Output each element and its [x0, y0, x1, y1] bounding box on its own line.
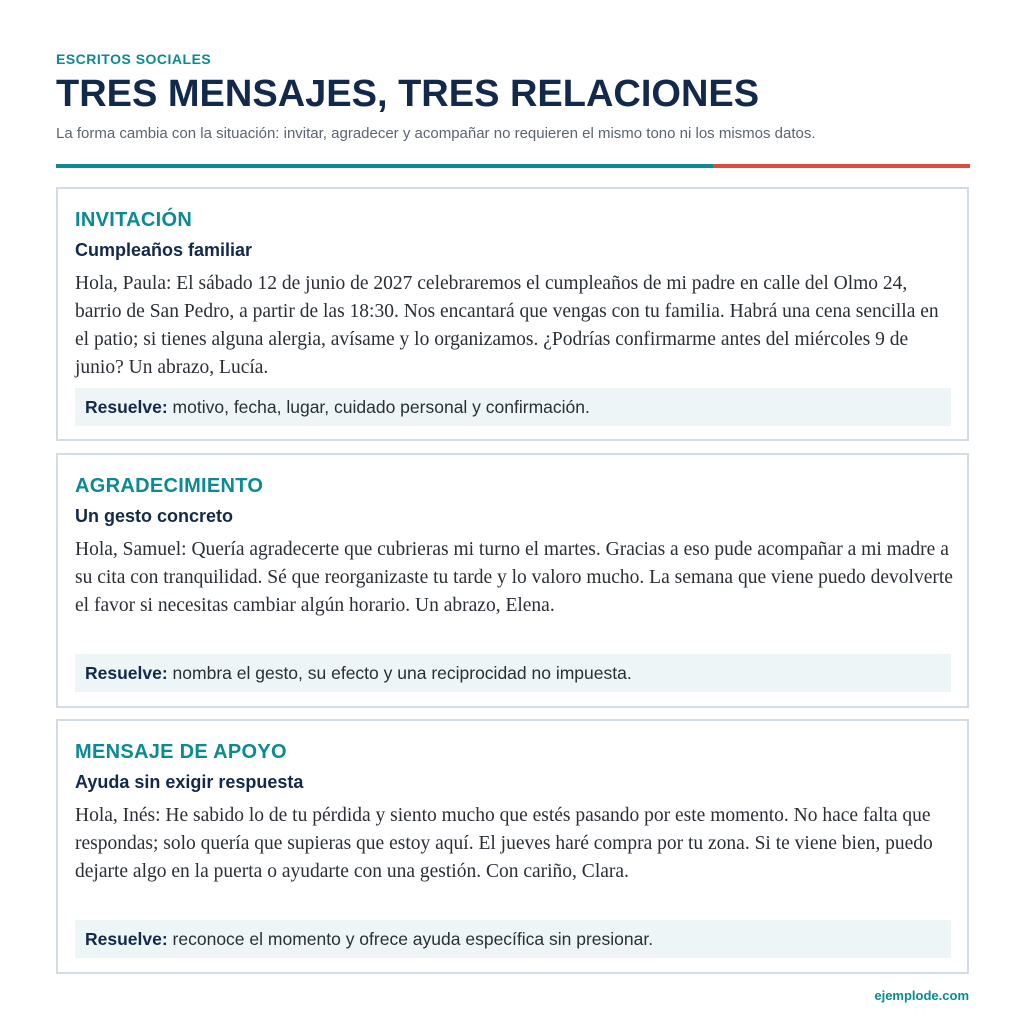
- page-title: TRES MENSAJES, TRES RELACIONES: [56, 73, 760, 115]
- card-title: Cumpleaños familiar: [75, 240, 253, 260]
- page-header: [56, 50, 970, 143]
- card-kicker: INVITACIÓN: [75, 209, 193, 231]
- card-message-text: Hola, Samuel: Quería agradecerte que cubrieras mi turno el martes. Gracias a eso pude acompañar a mi madre a su cita con tranquilidad. Sé que reorganizaste tu tarde y lo valoro mucho. La semana que viene puedo devolverte el favor si necesitas cambiar algún horario. Un abrazo, Elena.: [75, 539, 953, 616]
- resolve-text: nombra el gesto, su efecto y una reciprocidad no impuesta.: [167, 663, 632, 683]
- card-message-text: Hola, Paula: El sábado 12 de junio de 2027 celebraremos el cumpleaños de mi padre en calle del Olmo 24, barrio de San Pedro, a partir de las 18:30. Nos encantará que vengas con tu familia. Habrá una cena sencilla en el patio; si tienes alguna alergia, avísame y lo organizamos. ¿Podrías confirmarme antes del miércoles 9 de junio? Un abrazo, Lucía.: [75, 273, 939, 378]
- message-card-invitation: [56, 187, 969, 441]
- card-message-text: Hola, Inés: He sabido lo de tu pérdida y siento mucho que estés pasando por este momento. No hace falta que respondas; solo quería que supieras que estoy aquí. El jueves haré compra por tu zona. Si te viene bien, puedo dejarte algo en la puerta o ayudarte con una gestión. Con cariño, Clara.: [75, 805, 933, 882]
- message-card-support: [56, 719, 969, 974]
- resolve-note: [75, 654, 951, 692]
- resolve-text: motivo, fecha, lugar, cuidado personal y confirmación.: [167, 397, 590, 417]
- card-title: Ayuda sin exigir respuesta: [75, 772, 304, 792]
- page-subtitle: La forma cambia con la situación: invitar, agradecer y acompañar no requieren el mismo tono ni los mismos datos.: [56, 125, 816, 142]
- card-title: Un gesto concreto: [75, 506, 234, 526]
- resolve-label: Resuelve:: [85, 397, 168, 417]
- resolve-label: Resuelve:: [85, 663, 168, 683]
- header-divider: [56, 164, 970, 168]
- resolve-label: Resuelve:: [85, 929, 168, 949]
- resolve-note: [75, 388, 951, 426]
- resolve-note: [75, 920, 951, 958]
- section-kicker: ESCRITOS SOCIALES: [56, 51, 212, 67]
- card-kicker: MENSAJE DE APOYO: [75, 741, 287, 763]
- card-kicker: AGRADECIMIENTO: [75, 475, 264, 497]
- source-credit: ejemplode.com: [874, 988, 969, 1003]
- divider-red-segment: [713, 164, 970, 168]
- message-card-gratitude: [56, 453, 969, 708]
- resolve-text: reconoce el momento y ofrece ayuda específica sin presionar.: [167, 929, 654, 949]
- divider-teal-segment: [56, 164, 713, 168]
